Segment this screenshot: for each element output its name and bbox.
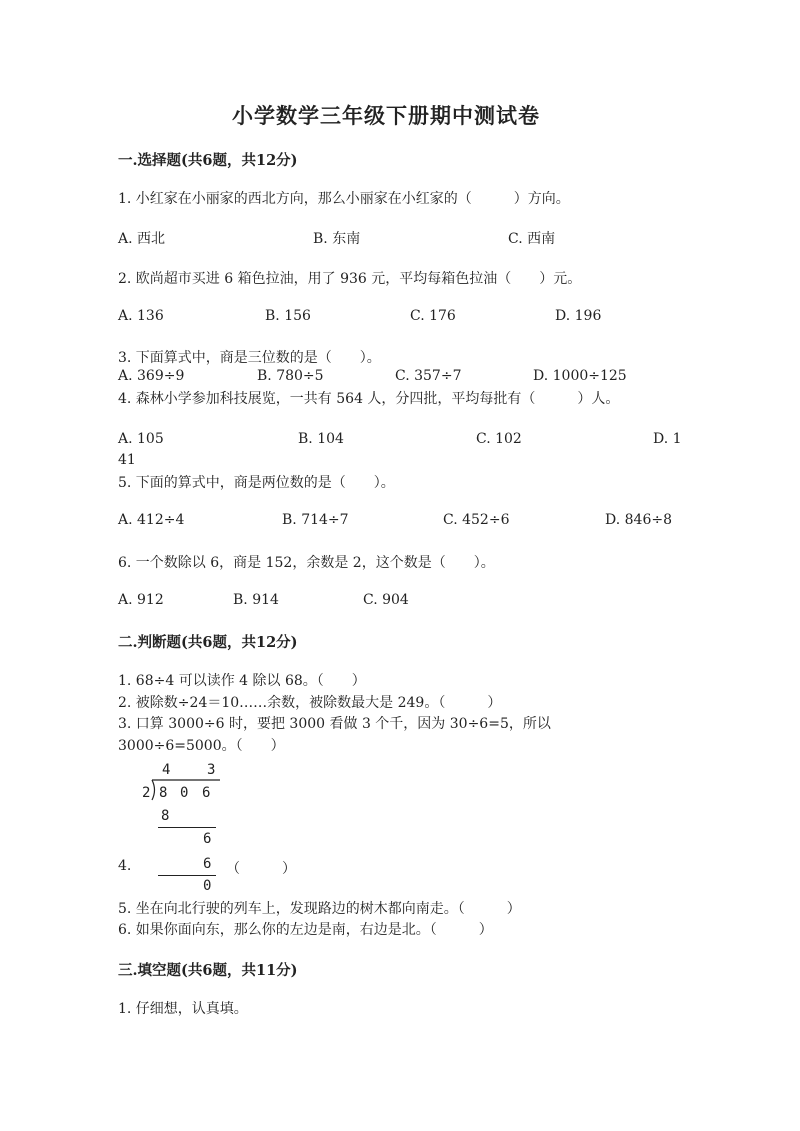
dividend-digit: 8 — [159, 785, 168, 801]
question-text: 3. 口算 3000÷6 时，要把 3000 看做 3 个千，因为 30÷6=5，所以 — [118, 716, 551, 732]
question-number: 4. — [118, 858, 132, 874]
question-text: 3000÷6=5000。（ ） — [118, 738, 285, 754]
step-remainder: 6 — [203, 831, 212, 847]
option-b: B. 714÷7 — [282, 512, 349, 528]
option-d: D. 846÷8 — [605, 512, 672, 528]
option-c: C. 西南 — [508, 231, 556, 247]
division-line — [158, 875, 216, 876]
option-c: C. 357÷7 — [395, 368, 462, 384]
option-c: C. 904 — [363, 592, 409, 608]
dividend-digit: 0 — [180, 785, 189, 801]
question-text: 2. 被除数÷24＝10……余数，被除数最大是 249。（ ） — [118, 695, 502, 711]
section-header-judge: 二.判断题(共6题，共12分) — [118, 634, 298, 651]
step-product: 8 — [161, 808, 170, 824]
question-text: 5. 坐在向北行驶的列车上，发现路边的树木都向南走。（ ） — [118, 901, 521, 917]
final-remainder: 0 — [203, 878, 212, 894]
option-a: A. 912 — [118, 592, 164, 608]
quotient-digit: 3 — [207, 762, 216, 778]
option-a: A. 105 — [118, 431, 164, 447]
question-text: 1. 小红家在小丽家的西北方向，那么小丽家在小红家的（ ）方向。 — [118, 191, 570, 207]
question-text: 6. 如果你面向东，那么你的左边是南，右边是北。（ ） — [118, 922, 493, 938]
option-b: B. 156 — [265, 308, 311, 324]
answer-paren: （ ） — [226, 861, 296, 877]
option-d: D. 1000÷125 — [533, 368, 627, 384]
section-header-choice: 一.选择题(共6题，共12分) — [118, 152, 298, 169]
question-text: 1. 68÷4 可以读作 4 除以 68。（ ） — [118, 673, 366, 689]
option-c: C. 102 — [476, 431, 522, 447]
option-a: A. 412÷4 — [118, 512, 185, 528]
section-header-fill: 三.填空题(共6题，共11分) — [118, 962, 298, 979]
option-a: A. 西北 — [118, 231, 166, 247]
divisor: 2 — [142, 785, 151, 801]
question-text: 5. 下面的算式中，商是两位数的是（ ）。 — [118, 475, 395, 491]
option-d-wrap: 41 — [118, 452, 136, 468]
question-text: 6. 一个数除以 6，商是 152，余数是 2，这个数是（ ）。 — [118, 555, 495, 571]
option-b: B. 914 — [233, 592, 279, 608]
dividend-digit: 6 — [202, 785, 211, 801]
option-c: C. 452÷6 — [443, 512, 510, 528]
quotient-digit: 4 — [162, 762, 171, 778]
option-b: B. 104 — [298, 431, 344, 447]
question-text: 2. 欧尚超市买进 6 箱色拉油，用了 936 元，平均每箱色拉油（ ）元。 — [118, 271, 582, 287]
option-b: B. 东南 — [313, 231, 361, 247]
option-b: B. 780÷5 — [257, 368, 324, 384]
option-d: D. 1 — [653, 431, 682, 447]
option-a: A. 136 — [118, 308, 164, 324]
step-product: 6 — [203, 856, 212, 872]
option-a: A. 369÷9 — [118, 368, 185, 384]
question-text: 3. 下面算式中，商是三位数的是（ ）。 — [118, 350, 381, 366]
division-line — [158, 827, 216, 828]
page-title: 小学数学三年级下册期中测试卷 — [232, 103, 540, 128]
option-d: D. 196 — [555, 308, 602, 324]
option-c: C. 176 — [410, 308, 456, 324]
question-text: 1. 仔细想，认真填。 — [118, 1001, 248, 1017]
question-text: 4. 森林小学参加科技展览，一共有 564 人，分四批，平均每批有（ ）人。 — [118, 391, 620, 407]
